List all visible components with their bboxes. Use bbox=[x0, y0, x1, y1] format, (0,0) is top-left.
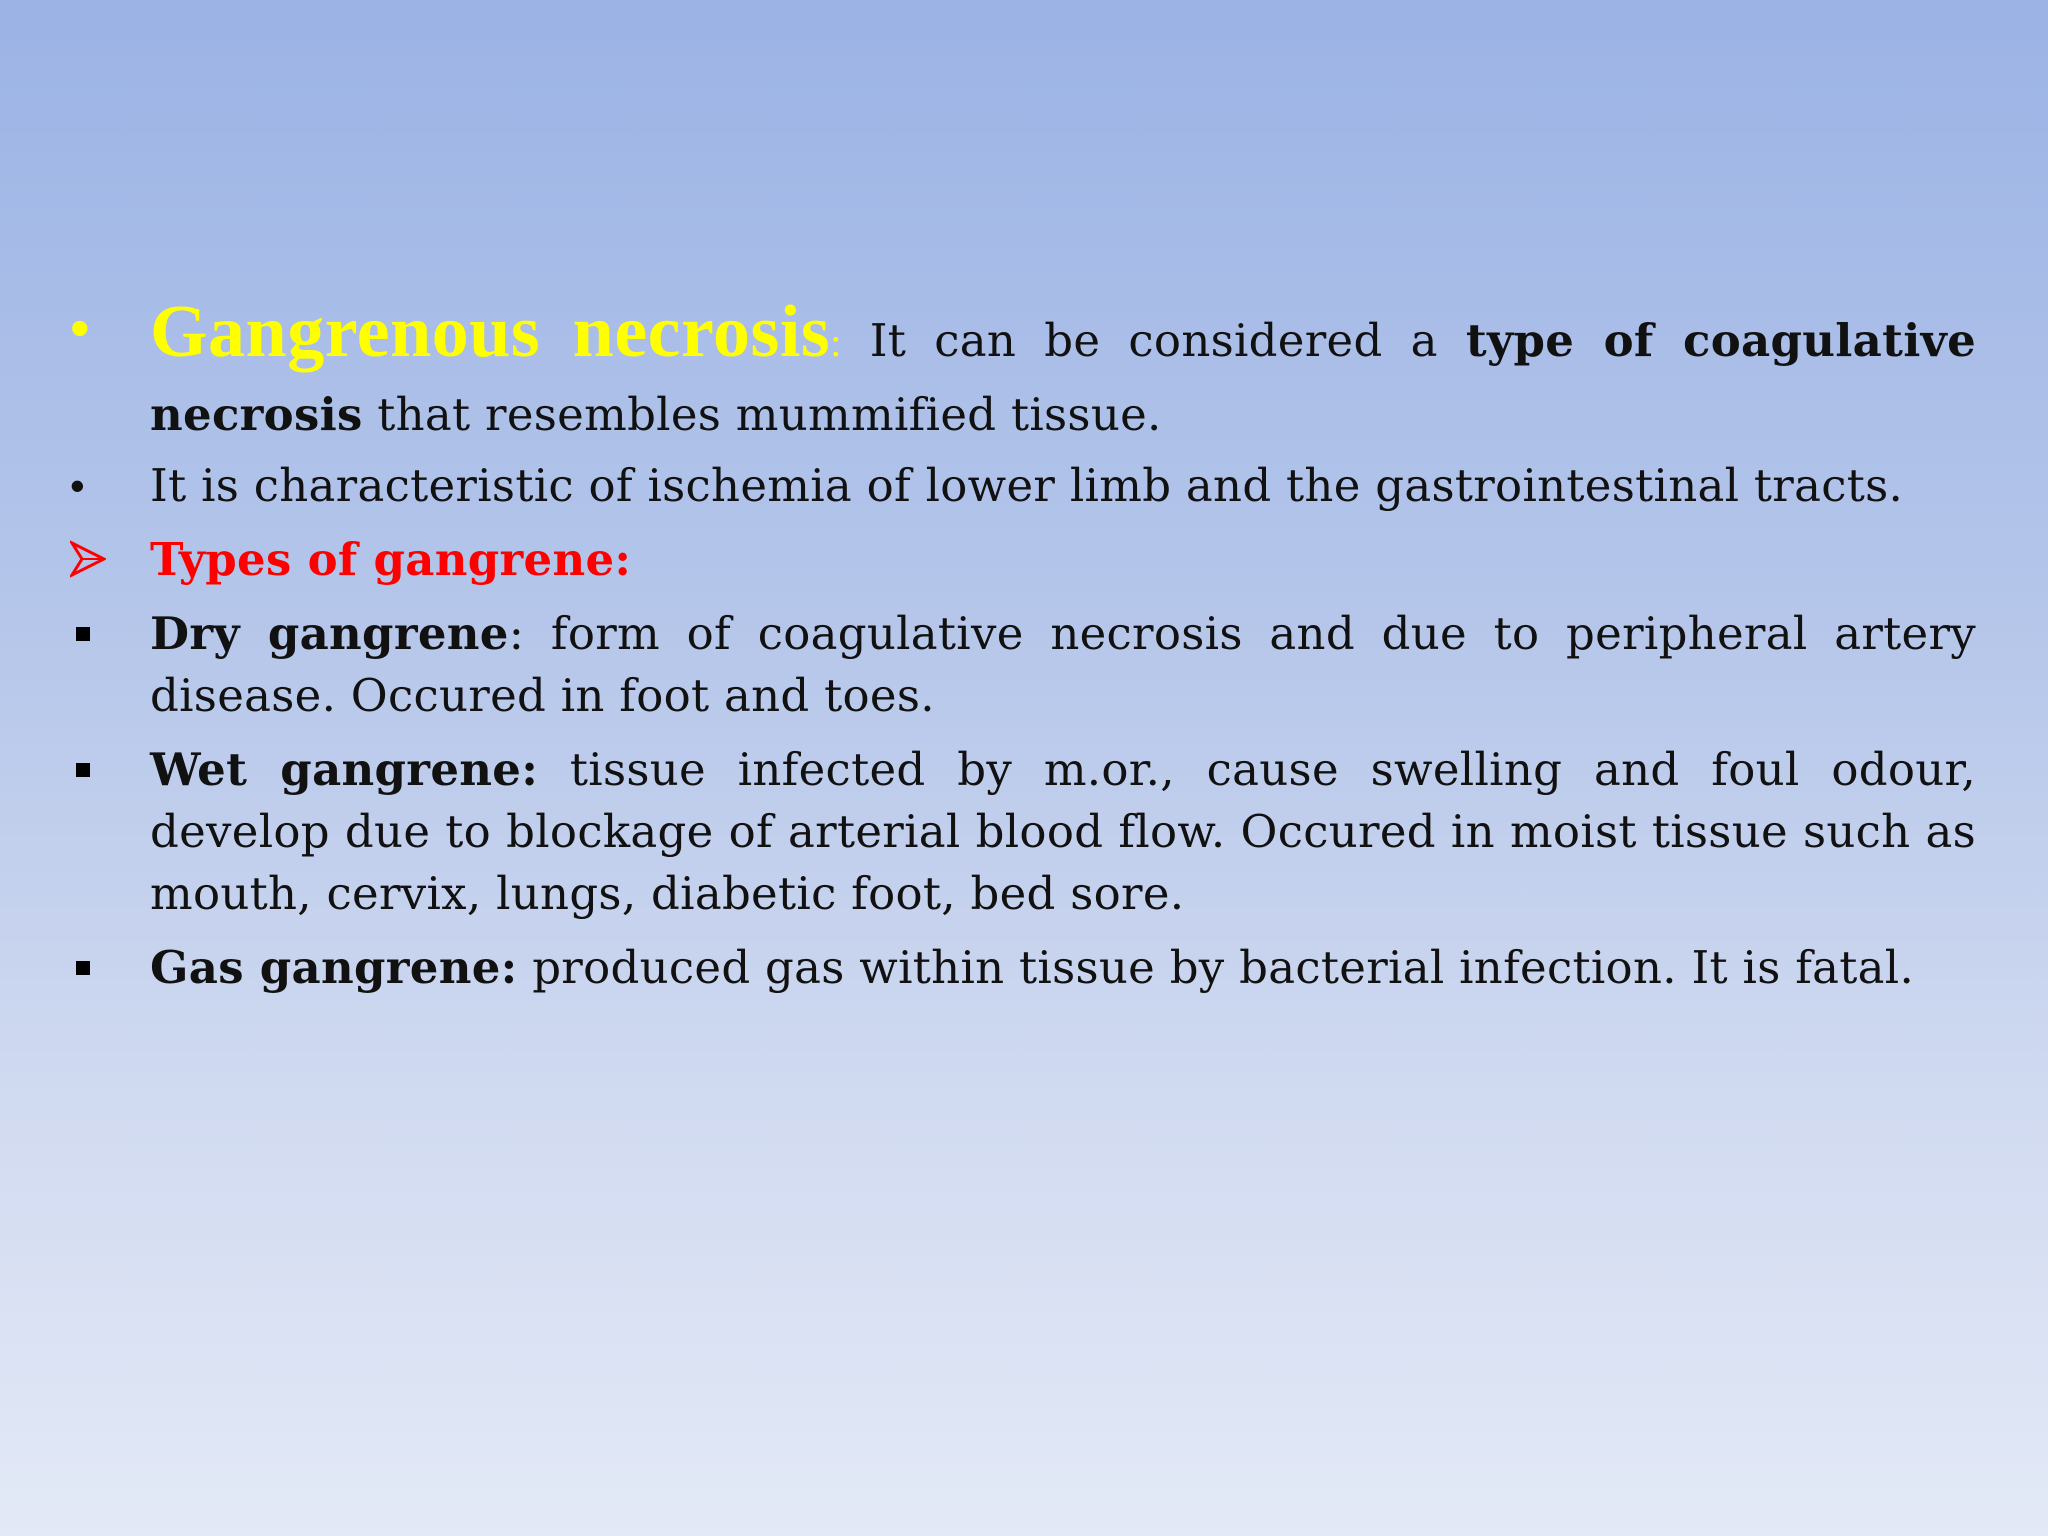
intro-bold-text: type of coagulative necrosis bbox=[150, 314, 1976, 441]
gas-gangrene-label: Gas gangrene: bbox=[150, 941, 518, 994]
square-bullet-icon bbox=[76, 961, 90, 975]
types-of-gangrene-heading: Types of gangrene: bbox=[150, 533, 632, 586]
bullet-list bbox=[70, 291, 1977, 999]
list-item-dry-gangrene bbox=[70, 603, 1976, 727]
bullet-dot-icon: • bbox=[70, 462, 86, 509]
heading-gangrenous-necrosis: Gangrenous necrosis bbox=[150, 291, 831, 373]
wet-gangrene-label: Wet gangrene: bbox=[150, 743, 539, 796]
list-item-gas-gangrene bbox=[70, 937, 1976, 999]
dry-gangrene-label: Dry gangrene bbox=[150, 607, 509, 660]
heading-colon: : bbox=[830, 320, 842, 365]
gas-gangrene-text: produced gas within tissue by bacterial infection. It is fatal. bbox=[517, 941, 1915, 994]
intro-trailing-text: that resembles mummified tissue. bbox=[362, 388, 1162, 441]
list-item-wet-gangrene bbox=[70, 739, 1976, 925]
ischemia-text: It is characteristic of ischemia of lower limb and the gastrointestinal tracts. bbox=[150, 459, 1904, 512]
intro-text: It can be considered a bbox=[841, 314, 1466, 367]
square-bullet-icon bbox=[76, 627, 90, 641]
list-item-gangrenous-necrosis bbox=[70, 291, 1976, 451]
list-item-types-heading bbox=[70, 529, 1976, 591]
wet-gangrene-text: tissue infected by m.or., cause swelling and foul odour, develop due to blockage of arterial blood flow. Occured in moist tissue such as mouth, cervix, lungs, diabetic foot, bed sore. bbox=[150, 743, 1976, 920]
bullet-dot-icon: • bbox=[70, 296, 90, 359]
list-item-ischemia bbox=[70, 455, 1976, 517]
arrowhead-icon bbox=[70, 539, 106, 579]
dry-gangrene-text: : form of coagulative necrosis and due to peripheral artery disease. Occured in foot and toes. bbox=[150, 607, 1977, 722]
square-bullet-icon bbox=[76, 763, 90, 777]
